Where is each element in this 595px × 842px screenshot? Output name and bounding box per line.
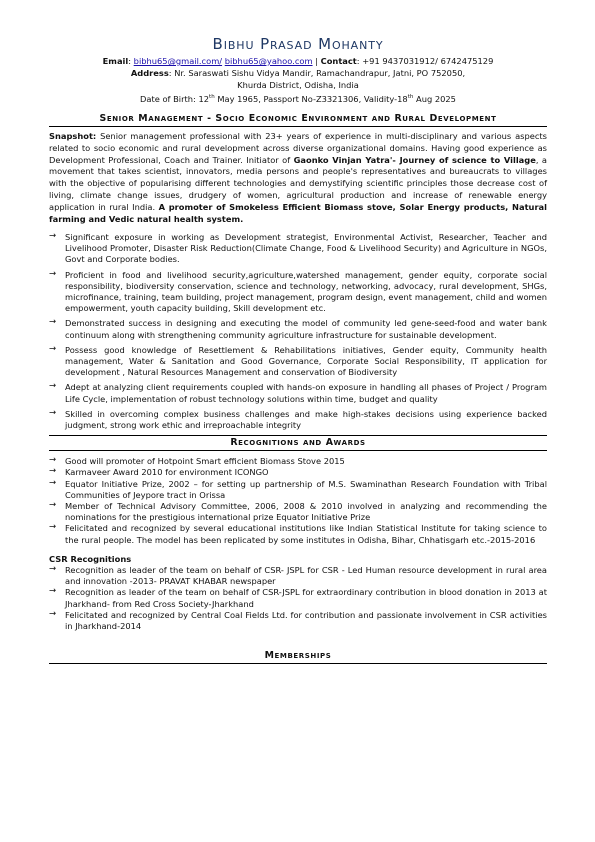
separator: | — [312, 56, 321, 66]
list-item — [49, 467, 547, 478]
right-arrow-icon: → — [49, 268, 57, 279]
right-arrow-icon: → — [49, 381, 57, 392]
list-item-text: Recognition as leader of the team on behalf of CSR- JSPL for CSR - Led Human resource development in rural area and innovation -2013- PRAVAT KHABAR newspaper — [65, 564, 547, 587]
address-label: Address — [130, 68, 169, 78]
list-item-text: Recognition as leader of the team on behalf of CSR-JSPL for extraordinary contribution in blood donation in 2013 at Jharkhand- from Red Cross Society-Jharkhand — [65, 587, 547, 609]
dob-suffix: Aug 2025 — [413, 93, 456, 104]
list-item — [49, 565, 547, 587]
section-title-profile: Senior Management - Socio Economic Environment and Rural Development — [49, 113, 547, 127]
right-arrow-icon: → — [49, 500, 57, 511]
list-item — [49, 232, 547, 266]
list-item-text: Felicitated and recognized by several educational institutions like Indian Statistical Institute for taking science to the rural people. The model has been replicated by some institutes in Odisha, Bihar, Chhatisgarh etc.-2015-2016 — [65, 523, 547, 545]
profile-bullet-list — [49, 232, 547, 431]
list-item — [49, 501, 547, 523]
snapshot-text-1: Senior management professional with 23+ years of experience in multi-disciplinary and various aspects related to socio economic and rural development across diverse organizational domains. Having good experience as Development Professional, Coach and Trainer. Initiator of — [49, 130, 547, 165]
colon: : — [128, 56, 134, 66]
list-item-text: Equator Initiative Prize, 2002 – for setting up partnership of M.S. Swaminathan Research Foundation with Tribal Communities of Jeypore tract in Orissa — [65, 478, 547, 500]
list-item — [49, 479, 547, 501]
right-arrow-icon: → — [49, 466, 57, 477]
awards-list — [49, 456, 547, 546]
list-item-text: Skilled in overcoming complex business challenges and make high-stakes decisions using experience backed judgment, strong work ethic and irreproachable integrity — [65, 408, 547, 431]
section-title-awards: Recognitions and Awards — [49, 435, 547, 451]
contact-numbers: : +91 9437031912/ 6742475129 — [356, 56, 494, 66]
list-item — [49, 270, 547, 315]
list-item — [49, 523, 547, 545]
snapshot-text-2: , a movement that takes scientist, innovators, media persons and people's representatives and bureaucrats to villages with the objective of popularising different technologies and demystifying scientific principles those decrease cost of living, climate change issues, drudgery of women, agricultural production and increase of renewable energy application in rural India. — [49, 154, 548, 213]
list-item-text: Significant exposure in working as Development strategist, Environmental Activist, Researcher, Teacher and Livelihood Promoter, Disaster Risk Reduction(Climate Change, Food & Livelihood Security) and Agriculture in NGOs, Govt and Corporate bodies. — [65, 232, 547, 265]
dob-middle: May 1965, Passport No-Z3321306, Validity-18 — [214, 93, 408, 104]
right-arrow-icon: → — [49, 522, 57, 533]
right-arrow-icon: → — [49, 477, 57, 488]
email-label: Email — [102, 56, 129, 66]
address-line-2: Khurda District, Odisha, India — [237, 80, 359, 90]
list-item — [49, 382, 547, 404]
right-arrow-icon: → — [49, 608, 57, 619]
right-arrow-icon: → — [49, 563, 57, 574]
right-arrow-icon: → — [49, 231, 57, 242]
validity-ordinal: th — [407, 94, 414, 100]
right-arrow-icon: → — [49, 455, 57, 466]
list-item-text: Karmaveer Award 2010 for environment ICONGO — [65, 467, 269, 478]
snapshot-bold-1: Gaonko Vinjan Yatra'- Journey of science to Village — [293, 154, 536, 165]
email-link-yahoo[interactable]: bibhu65@yahoo.com — [224, 56, 313, 66]
list-item — [49, 345, 547, 379]
list-item — [49, 318, 547, 340]
list-item-text: Good will promoter of Hotpoint Smart efficient Biomass Stove 2015 — [65, 456, 345, 467]
right-arrow-icon: → — [49, 343, 57, 354]
dob-passport-line — [49, 91, 547, 105]
list-item-text: Felicitated and recognized by Central Coal Fields Ltd. for contribution and passionate involvement in CSR activities in Jharkhand-2014 — [65, 609, 547, 631]
right-arrow-icon: → — [49, 407, 57, 418]
snapshot-label: Snapshot: — [49, 130, 97, 141]
list-item-text: Member of Technical Advisory Committee, 2006, 2008 & 2010 involved in analyzing and recommending the nominations for the prestigious international prize Equator Initiative Prize — [65, 501, 547, 523]
list-item — [49, 610, 547, 632]
candidate-name: Bibhu Prasad Mohanty — [212, 35, 384, 53]
email-link-gmail[interactable]: bibhu65@gmail.com/ — [133, 56, 223, 66]
csr-recognitions-heading: CSR Recognitions — [49, 553, 132, 564]
right-arrow-icon: → — [49, 586, 57, 597]
list-item — [49, 409, 547, 431]
list-item — [49, 456, 547, 467]
list-item-text: Adept at analyzing client requirements coupled with hands-on exposure in handling all phases of Project / Program Life Cycle, implementation of robust technology solutions within time, budget and quality — [65, 382, 547, 404]
dob-prefix: Date of Birth: 12 — [140, 93, 210, 104]
email-contact-line — [49, 55, 547, 67]
right-arrow-icon: → — [49, 317, 57, 328]
list-item-text: Proficient in food and livelihood security,agriculture,watershed management, gender equity, corporate social responsibility, biodiversity conservation, science and technology, networking, advocacy, rural development, SHGs, microfinance, training, team building, project management, program design, event management, child and women empowerment, youth capacity building, Skill development etc. — [65, 269, 547, 314]
section-title-memberships: Memberships — [49, 650, 547, 664]
address-text-1: : Nr. Saraswati Sishu Vidya Mandir, Ramachandrapur, Jatni, PO 752050, — [168, 68, 466, 78]
snapshot-paragraph — [49, 131, 547, 226]
csr-list — [49, 565, 547, 632]
list-item-text: Possess good knowledge of Resettlement & Rehabilitations initiatives, Gender equity, Community health management, Water & Sanitation and Good Governance, Corporate Social Responsibility, IT application for development , Natural Resources Management and conservation of Biodiversity — [65, 344, 547, 378]
list-item-text: Demonstrated success in designing and executing the model of community led gene-seed-food and water bank continuum along with strengthening community agriculture infrastructure for sustainable development. — [65, 318, 547, 340]
snapshot-bold-2: A promoter of Smokeless Efficient Biomass stove, Solar Energy products, Natural farming and Vedic natural health system. — [49, 202, 547, 225]
contact-label: Contact — [320, 56, 357, 66]
dob-ordinal: th — [209, 94, 215, 100]
list-item — [49, 587, 547, 609]
address-line-1 — [49, 67, 547, 79]
